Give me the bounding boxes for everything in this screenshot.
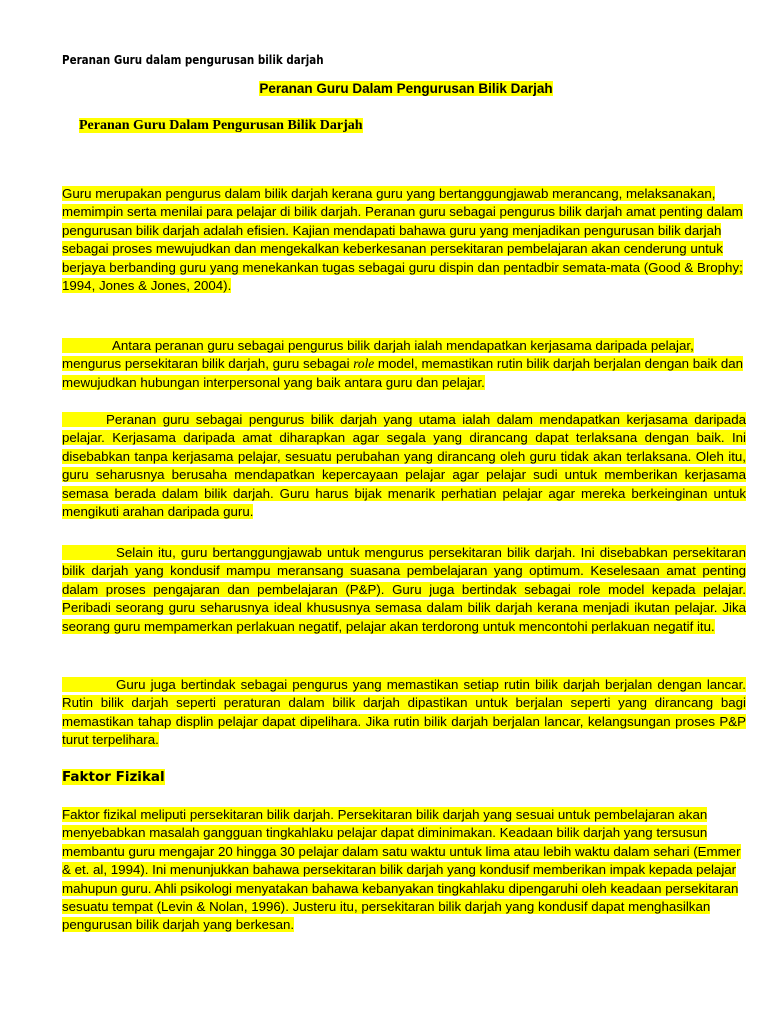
paragraph-5-text: Guru juga bertindak sebagai pengurus yang memastikan setiap rutin bilik darjah berjalan dengan lancar. Rutin bilik darjah seperti peraturan dalam bilik darjah dipastikan untuk berjalan seperti yang dirancang bagi memastikan tahap displin pelajar dapat dipelihara. Jika rutin bilik darjah berjalan lancar, kelangsungan proses P&P turut terpelihara. <box>62 677 746 748</box>
paragraph-2-text-end: model, memastikan rutin bilik darjah berjalan dengan baik dan mewujudkan hubungan interpersonal yang baik antara guru dan pelajar. <box>62 356 744 390</box>
document-title-text: Peranan Guru Dalam Pengurusan Bilik Darjah <box>259 81 553 96</box>
paragraph-1-text: Guru merupakan pengurus dalam bilik darjah kerana guru yang bertanggungjawab merancang, melaksanakan, memimpin serta menilai para pelajar di bilik darjah. Peranan guru sebagai pengurus bilik darjah amat penting dalam pengurusan bilik darjah adalah efisien. Kajian mendapati bahawa guru yang menjadikan pengurusan bilik darjah sebagai proses mewujudkan dan mengekalkan keberkesanan persekitaran pembelajaran akan cenderung untuk berjaya berbanding guru yang menekankan tugas sebagai guru dispin dan pentadbir semata-mata (Good & Brophy; 1994, Jones & Jones, 2004). <box>62 186 743 294</box>
paragraph-2-text-start: Antara peranan guru sebagai pengurus bilik darjah ialah mendapatkan kerjasama daripada pelajar, mengurus persekitaran bilik darjah, guru sebagai <box>62 338 694 372</box>
paragraph-4 <box>62 544 746 636</box>
paragraph-4-text: Selain itu, guru bertanggungjawab untuk mengurus persekitaran bilik darjah. Ini disebabkan persekitaran bilik darjah yang kondusif mampu meransang suasana pembelajaran yang optimum. Keselesaan amat penting dalam proses pengajaran dan pembelajaran (P&P). Guru juga bertindak sebagai role model kepada pelajar. Peribadi seorang guru seharusnya ideal khususnya semasa dalam bilik darjah kerana menjadi ikutan pelajar. Jika seorang guru mempamerkan perlakuan negatif, pelajar akan terdorong untuk mencontohi perlakuan negatif itu. <box>62 545 746 634</box>
paragraph-6 <box>62 806 746 935</box>
section-heading-text: Faktor Fizikal <box>62 769 165 785</box>
paragraph-1 <box>62 185 746 295</box>
page-header: Peranan Guru dalam pengurusan bilik darjah <box>62 53 324 67</box>
paragraph-3-content <box>62 412 746 519</box>
paragraph-2 <box>62 337 746 392</box>
paragraph-2-content <box>62 338 743 390</box>
paragraph-3-text: Peranan guru sebagai pengurus bilik darjah yang utama ialah dalam mendapatkan kerjasama daripada pelajar. Kerjasama daripada amat diharapkan agar segala yang dirancang dapat terlaksana dengan baik. Ini disebabkan tanpa kerjasama pelajar, sesuatu perubahan yang dirancang oleh guru tidak akan terlaksana. Oleh itu, guru seharusnya berusaha mendapatkan kepercayaan pelajar agar pelajar sudi untuk memberikan kerjasama semasa berada dalam bilik darjah. Guru harus bijak menarik perhatian pelajar agar mereka berkeinginan untuk mengikuti arahan daripada guru. <box>62 412 746 520</box>
paragraph-3 <box>62 411 746 521</box>
section-heading <box>62 769 165 785</box>
document-title <box>0 81 768 96</box>
document-subtitle-text: Peranan Guru Dalam Pengurusan Bilik Darjah <box>79 118 363 133</box>
paragraph-5 <box>62 676 746 750</box>
document-subtitle <box>79 118 363 134</box>
role-italic-word: role <box>353 356 375 372</box>
paragraph-4-content <box>62 545 746 634</box>
paragraph-5-content <box>62 677 746 747</box>
paragraph-6-text: Faktor fizikal meliputi persekitaran bilik darjah. Persekitaran bilik darjah yang sesuai untuk pembelajaran akan menyebabkan masalah gangguan tingkahlaku pelajar dapat diminimakan. Keadaan bilik darjah yang tersusun membantu guru mengajar 20 hingga 30 pelajar dalam satu waktu untuk lima atau lebih waktu dalam sehari (Emmer & et. al, 1994). Ini menunjukkan bahawa persekitaran bilik darjah yang kondusif memberikan impak kepada pelajar mahupun guru. Ahli psikologi menyatakan bahawa kebanyakan tingkahlaku dipengaruhi oleh keadaan persekitaran sesuatu tempat (Levin & Nolan, 1996). Justeru itu, persekitaran bilik darjah yang kondusif dapat menghasilkan pengurusan bilik darjah yang berkesan. <box>62 807 741 933</box>
